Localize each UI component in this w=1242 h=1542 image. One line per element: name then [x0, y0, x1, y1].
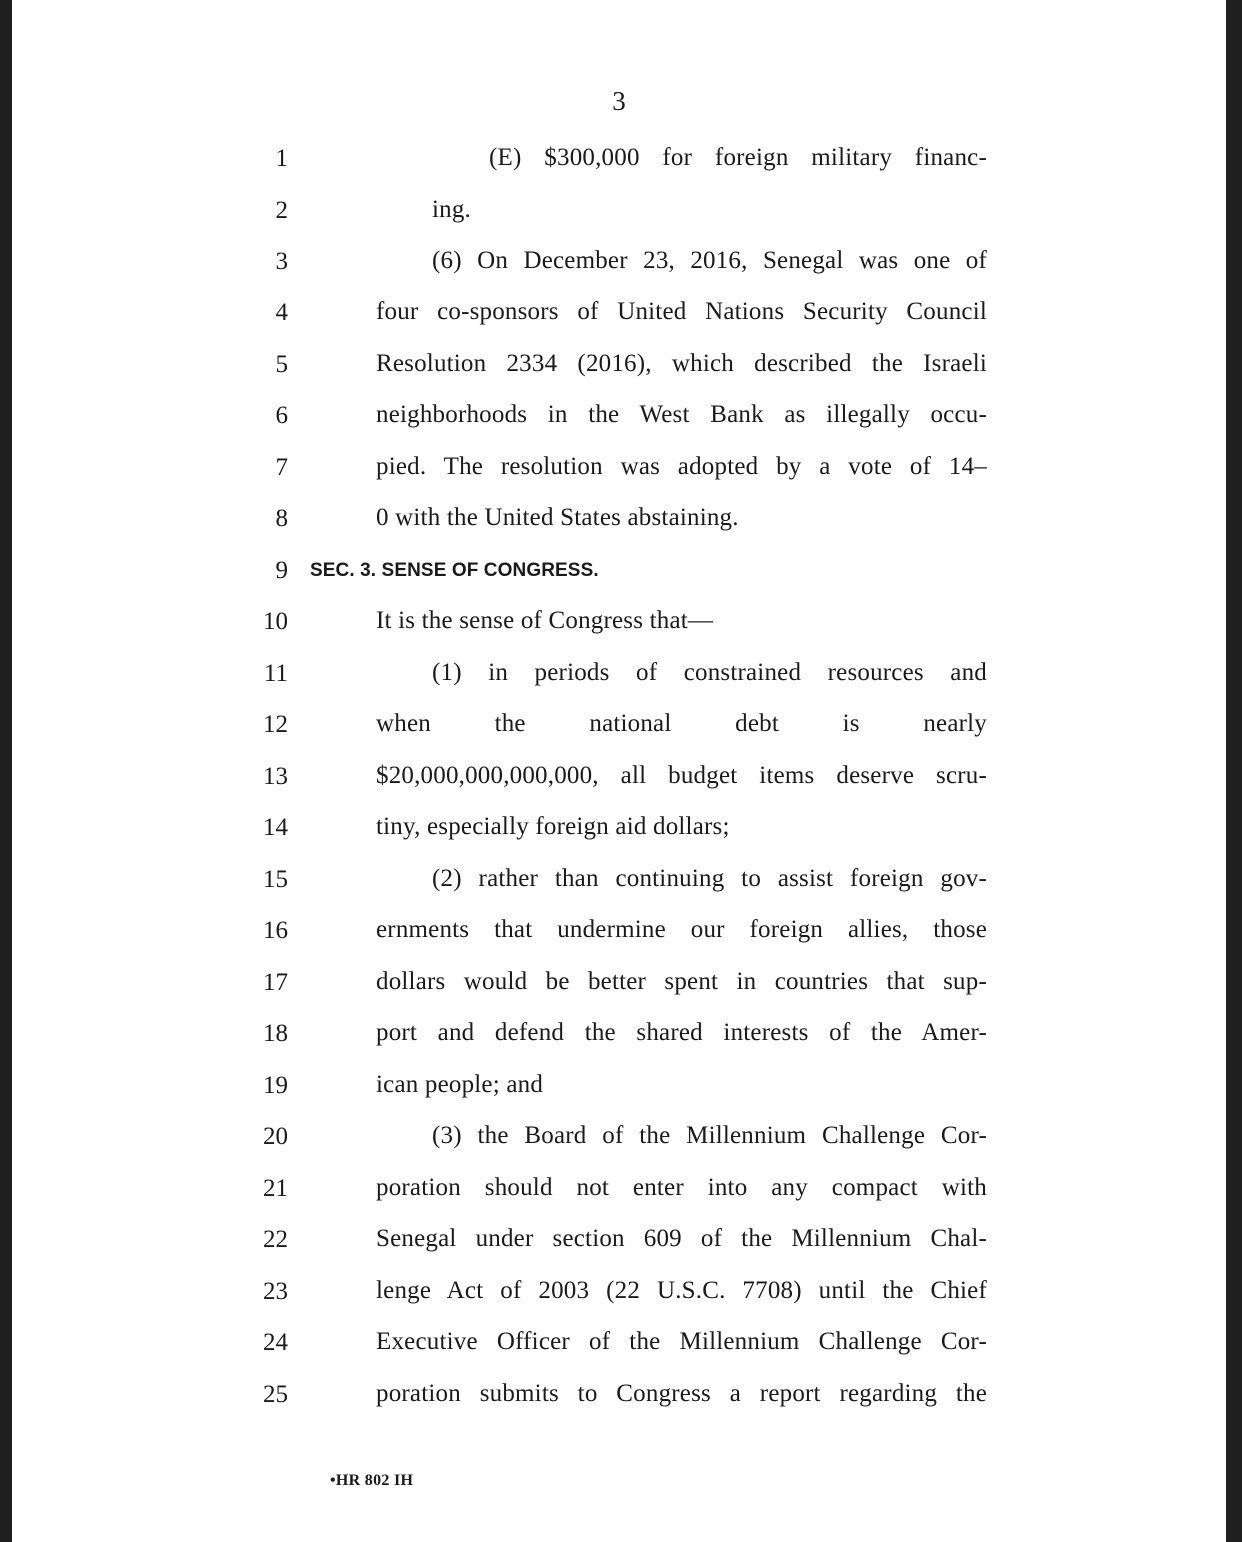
- line-text: (E) $300,000 for foreign military financ-: [489, 144, 987, 171]
- text-line: [12, 1270, 1226, 1322]
- line-number: 17: [263, 969, 288, 996]
- bill-footer: •HR 802 IH: [330, 1472, 414, 1489]
- line-number: 10: [263, 608, 288, 635]
- text-line: [12, 240, 1226, 292]
- line-number: 19: [263, 1072, 288, 1099]
- line-number: 14: [263, 814, 288, 841]
- line-text: poration should not enter into any compact with: [376, 1174, 987, 1201]
- line-number: 12: [263, 711, 288, 738]
- text-line: [12, 1115, 1226, 1167]
- text-line: [12, 1167, 1226, 1219]
- line-text: It is the sense of Congress that—: [376, 607, 714, 634]
- line-number: 2: [275, 197, 288, 224]
- text-line: [12, 446, 1226, 498]
- line-text: when the national debt is nearly: [376, 710, 987, 737]
- text-line: [12, 1321, 1226, 1373]
- line-text: ican people; and: [376, 1071, 544, 1098]
- text-line: [12, 291, 1226, 343]
- text-line: [12, 1064, 1226, 1116]
- line-number: 16: [263, 917, 288, 944]
- line-number: 24: [263, 1329, 288, 1356]
- line-number: 25: [263, 1381, 288, 1408]
- line-text: ing.: [432, 196, 471, 223]
- line-text: Executive Officer of the Millennium Challenge Cor-: [376, 1328, 987, 1355]
- line-text: ernments that undermine our foreign allies, those: [376, 916, 987, 943]
- line-text: $20,000,000,000,000, all budget items deserve scru-: [376, 762, 987, 789]
- text-line: [12, 755, 1226, 807]
- line-number: 4: [275, 299, 288, 326]
- line-text: poration submits to Congress a report regarding the: [376, 1380, 987, 1407]
- text-line: [12, 909, 1226, 961]
- line-text: (3) the Board of the Millennium Challenge Cor-: [432, 1122, 987, 1149]
- text-line: [12, 806, 1226, 858]
- line-number: 23: [263, 1278, 288, 1305]
- page-number: 3: [612, 86, 626, 116]
- line-number: 20: [263, 1123, 288, 1150]
- text-line: [12, 394, 1226, 446]
- text-line: [12, 343, 1226, 395]
- line-text: port and defend the shared interests of the Amer-: [376, 1019, 987, 1046]
- line-text: pied. The resolution was adopted by a vote of 14–: [376, 453, 987, 480]
- line-number: 22: [263, 1226, 288, 1253]
- line-number: 11: [263, 660, 288, 687]
- text-line: [12, 1012, 1226, 1064]
- line-text: Resolution 2334 (2016), which described the Israeli: [376, 350, 987, 377]
- line-text: lenge Act of 2003 (22 U.S.C. 7708) until the Chief: [376, 1277, 987, 1304]
- line-text: 0 with the United States abstaining.: [376, 504, 739, 531]
- line-text: (2) rather than continuing to assist foreign gov-: [432, 865, 987, 892]
- line-number: 1: [275, 145, 288, 172]
- line-text: neighborhoods in the West Bank as illegally occu-: [376, 401, 987, 428]
- text-line: [12, 189, 1226, 241]
- text-line: [12, 961, 1226, 1013]
- line-text: tiny, especially foreign aid dollars;: [376, 813, 730, 840]
- line-number: 21: [263, 1175, 288, 1202]
- text-line: [12, 858, 1226, 910]
- text-line: [12, 1218, 1226, 1270]
- line-text: four co-sponsors of United Nations Security Council: [376, 298, 987, 325]
- line-text: dollars would be better spent in countries that sup-: [376, 968, 987, 995]
- text-line: [12, 1373, 1226, 1425]
- text-line: [12, 137, 1226, 189]
- text-line: [12, 600, 1226, 652]
- line-number: 8: [275, 505, 288, 532]
- text-line: [12, 703, 1226, 755]
- text-line: [12, 497, 1226, 549]
- line-number: 6: [275, 402, 288, 429]
- line-number: 15: [263, 866, 288, 893]
- section-heading: SEC. 3. SENSE OF CONGRESS.: [310, 560, 599, 581]
- line-number: 5: [275, 351, 288, 378]
- line-number: 7: [275, 454, 288, 481]
- text-line: [12, 652, 1226, 704]
- line-number: 18: [263, 1020, 288, 1047]
- document-page: [12, 0, 1226, 1542]
- line-text: Senegal under section 609 of the Millennium Chal-: [376, 1225, 987, 1252]
- line-number: 3: [275, 248, 288, 275]
- line-number: 9: [275, 557, 288, 584]
- line-text: (6) On December 23, 2016, Senegal was one of: [432, 247, 987, 274]
- line-text: (1) in periods of constrained resources and: [432, 659, 987, 686]
- text-line: [12, 549, 1226, 601]
- line-number: 13: [263, 763, 288, 790]
